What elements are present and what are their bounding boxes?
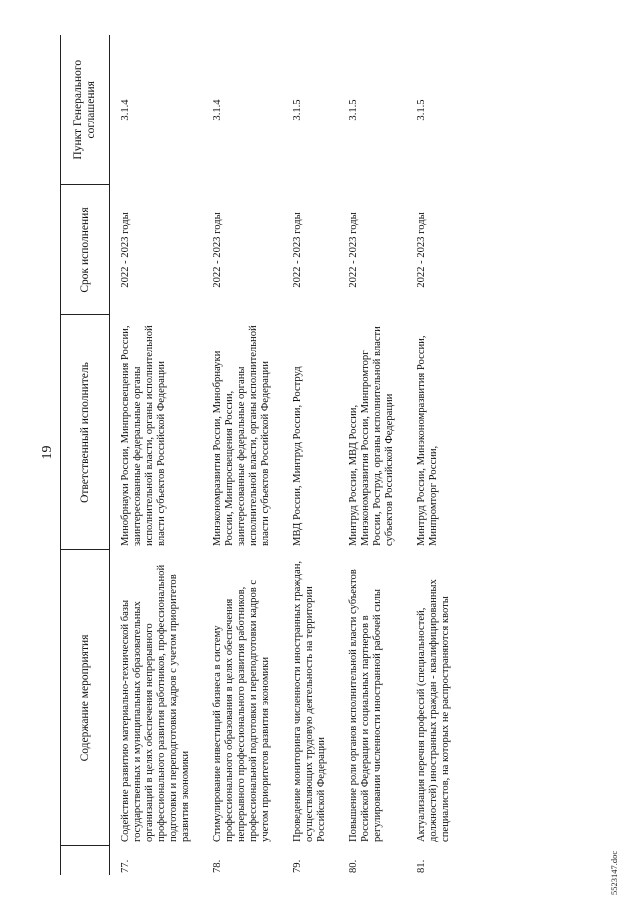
row-responsible: Минэкономразвития России, Минобрнауки России, Минпросвещения России, заинтересованные федеральные органы исполнительной власти, органы исполнительной власти субъектов Российской Федерации	[212, 325, 271, 546]
row-content: Стимулирование инвестиций бизнеса в систему профессионального образования в целях обеспечения непрерывного профессионального развития работников, профессиональной подготовки и переподготовки кадров с учетом приоритетов развития экономики	[212, 579, 271, 842]
file-name-footer: 5523147.doc	[609, 850, 619, 895]
row-term: 2022 - 2023 годы	[212, 212, 223, 288]
table-header-row	[61, 35, 110, 875]
header-point: Пункт Генерального соглашения	[61, 35, 110, 185]
row-content: Проведение мониторинга численности иностранных граждан, осуществляющих трудовую деятельность на территории Российской Федерации	[292, 560, 327, 842]
row-responsible: Минтруд России, Минэкономразвития России, Минпромторг России,	[416, 335, 439, 546]
header-content: Содержание мероприятия	[61, 550, 110, 846]
row-content: Актуализация перечня профессий (специальностей, должностей) иностранных граждан - квалифицированных специалистов, на которых не распространяются квоты	[416, 579, 451, 842]
row-number: 77.	[120, 859, 131, 873]
row-responsible: МВД России, Минтруд России, Роструд	[292, 366, 303, 546]
row-responsible: Минобрнауки России, Минпросвещения России, заинтересованные федеральные органы исполнительной власти, органы исполнительной власти субъектов Российской Федерации	[120, 325, 167, 546]
row-point: 3.1.4	[212, 99, 223, 121]
row-point: 3.1.4	[120, 99, 131, 121]
row-number: 79.	[292, 859, 303, 873]
header-responsible: Ответственный исполнитель	[61, 315, 110, 550]
table-row	[338, 35, 406, 875]
row-term: 2022 - 2023 годы	[120, 212, 131, 288]
measures-table	[60, 35, 462, 875]
row-term: 2022 - 2023 годы	[416, 212, 427, 288]
row-term: 2022 - 2023 годы	[348, 212, 359, 288]
table-row	[110, 35, 203, 875]
table-row	[406, 35, 462, 875]
header-num	[61, 846, 110, 875]
row-content: Содействие развитию материально-технической базы государственных и муниципальных образовательных организаций в целях обеспечения непрерывного профессионального развития работников, профессиональной подготовки и переподготовки кадров с учетом приоритетов развития экономики	[120, 564, 191, 842]
row-point: 3.1.5	[416, 99, 427, 121]
page-number: 19	[40, 445, 55, 460]
table-row	[282, 35, 338, 875]
row-responsible: Минтруд России, МВД России, Минэкономразвития России, Минпромторг России, Роструд, органы исполнительной власти субъектов Российской Федерации	[348, 326, 395, 546]
row-content: Повышение роли органов исполнительной власти субъектов Российской Федерации и социальных партнеров в регулировании численности иностранной рабочей силы	[348, 569, 383, 842]
row-term: 2022 - 2023 годы	[292, 212, 303, 288]
row-number: 81.	[416, 859, 427, 873]
row-number: 80.	[348, 859, 359, 873]
row-number: 78.	[212, 859, 223, 873]
row-point: 3.1.5	[348, 99, 359, 121]
table-row	[202, 35, 282, 875]
header-term: Срок исполнения	[61, 185, 110, 315]
row-point: 3.1.5	[292, 99, 303, 121]
